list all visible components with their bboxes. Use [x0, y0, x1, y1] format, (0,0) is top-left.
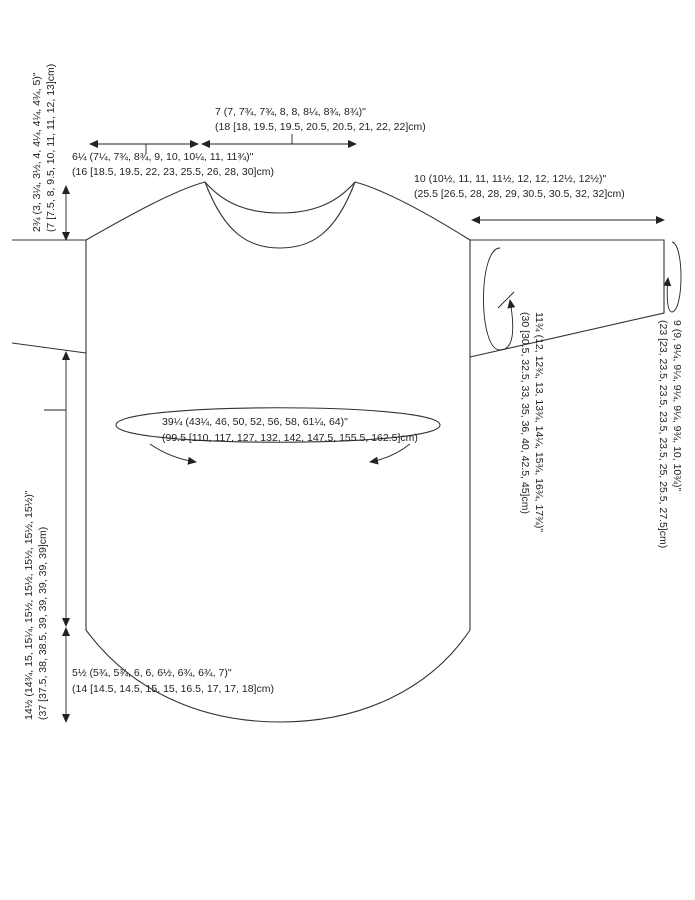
- chest-imperial: 39¼ (43¼, 46, 50, 52, 56, 58, 61¼, 64)": [162, 416, 348, 428]
- cuff-circumference-arrow: [667, 242, 681, 312]
- chest-arrow-right: [370, 444, 410, 462]
- neck-width-imperial: 7 (7, 7¾, 7¾, 8, 8, 8¼, 8¾, 8¾)": [215, 106, 366, 118]
- upper-arm-metric: (30 [30.5, 32.5, 33, 35, 36, 40, 42.5, 45]cm): [519, 312, 531, 514]
- shoulder-depth-imperial: 2¾ (3, 3¼, 3½, 4, 4¼, 4¼, 4¾, 5)": [31, 72, 43, 232]
- measurement-labels: [23, 64, 683, 720]
- sleeve-length-metric: (25.5 [26.5, 28, 28, 29, 30.5, 30.5, 32, 32]cm): [414, 188, 625, 200]
- sleeve-length-imperial: 10 (10½, 11, 11, 11½, 12, 12, 12½, 12½)": [414, 173, 607, 185]
- shoulder-width-metric: (16 [18.5, 19.5, 22, 23, 25.5, 26, 28, 30]cm): [72, 166, 274, 178]
- shoulder-depth-metric: (7 [7.5, 8, 9.5, 10, 11, 11, 12, 13]cm): [45, 63, 57, 232]
- body-length-imperial: 14½ (14¾, 15, 15¼, 15½, 15½, 15½, 15½, 15½)": [23, 490, 35, 720]
- neck-width-metric: (18 [18, 19.5, 19.5, 20.5, 20.5, 21, 22, 22]cm): [215, 121, 426, 133]
- right-sleeve-outline: [470, 240, 664, 357]
- back-neck-curve: [205, 182, 355, 213]
- hem-depth-imperial: 5½ (5¾, 5¾, 6, 6, 6½, 6¾, 6¾, 7)": [72, 667, 232, 679]
- body-length-metric: (37 [37.5, 38, 38.5, 39, 39, 39, 39, 39]cm): [37, 526, 49, 720]
- body-piece-outline: [86, 182, 470, 722]
- cuff-metric: (23 [23, 23.5, 23.5, 23.5, 23.5, 25, 25.5, 27.5]cm): [657, 320, 669, 549]
- left-sleeve-outline: [12, 240, 86, 353]
- garment-outline: [12, 182, 664, 722]
- hem-depth-metric: (14 [14.5, 14.5, 15, 15, 16.5, 17, 17, 18]cm): [72, 683, 274, 695]
- cuff-imperial: 9 (9, 9¼, 9¼, 9¼, 9¼, 9¾, 10, 10¾)": [671, 320, 683, 492]
- upper-arm-circumference-arrow: [484, 248, 513, 350]
- chest-arrow-left: [150, 444, 196, 462]
- chest-metric: (99.5 [110, 117, 127, 132, 142, 147.5, 155.5, 162.5]cm): [162, 432, 418, 444]
- shoulder-width-imperial: 6¼ (7¼, 7¾, 8¾, 9, 10, 10¼, 11, 11¾)": [72, 151, 254, 163]
- upper-arm-imperial: 11¾ (12, 12¾, 13, 13¾, 14¼, 15¾, 16¾, 17¾)": [533, 312, 545, 533]
- dimension-lines: [44, 134, 681, 722]
- upper-arm-leader: [498, 292, 514, 308]
